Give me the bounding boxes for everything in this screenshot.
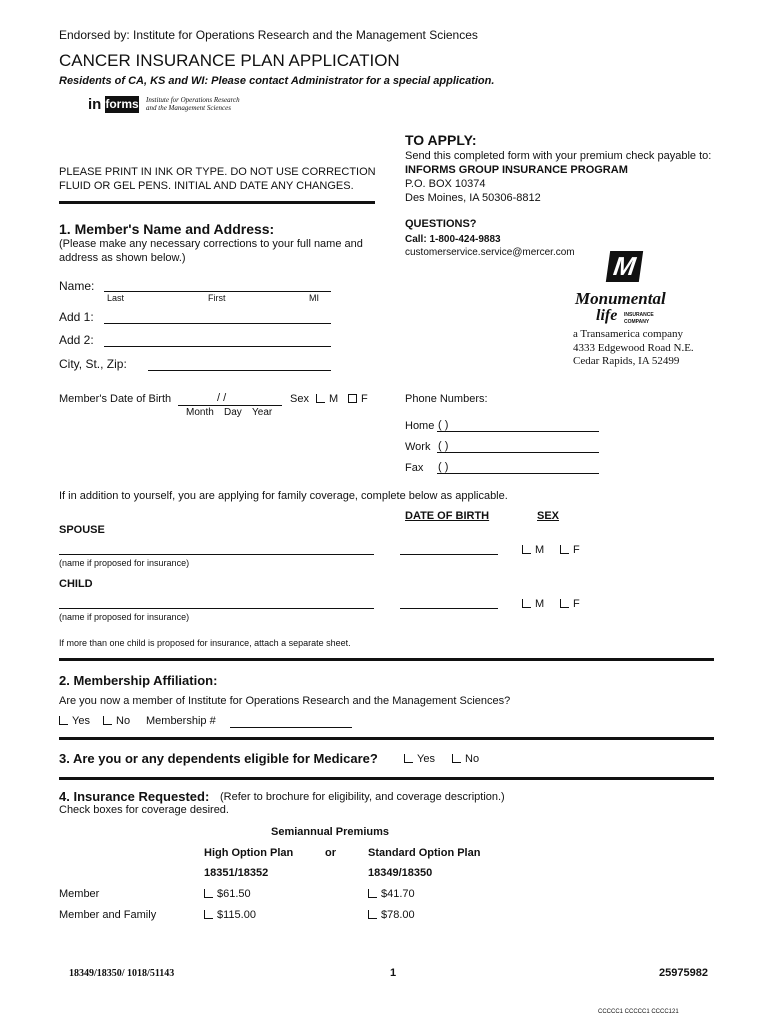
standard-option-header: Standard Option Plan [368,847,481,859]
child-sex-m[interactable]: M [522,598,544,610]
page-title: CANCER INSURANCE PLAN APPLICATION [59,51,400,70]
middle-initial-caption: MI [309,293,319,303]
checkbox-icon [204,910,213,919]
child-label: CHILD [59,578,93,590]
member-sex-f[interactable]: F [348,393,368,405]
semiannual-premiums-heading: Semiannual Premiums [271,826,389,838]
child-name-field[interactable] [59,608,374,609]
medicare-no[interactable]: No [452,753,479,765]
checkbox-icon [368,889,377,898]
checkbox-icon [204,889,213,898]
section-1-note-1: (Please make any necessary corrections to your full name and [59,238,363,250]
family-standard-option[interactable]: $78.00 [368,909,415,921]
form-number: 18349/18350/ 1018/51143 [69,968,175,979]
member-high-option[interactable]: $61.50 [204,888,251,900]
home-phone-paren: ( ) [438,419,449,431]
address-1-field[interactable] [104,323,331,324]
to-apply-line-3: P.O. BOX 10374 [405,178,486,190]
address-2-label: Add 2: [59,333,94,347]
checkbox-icon [59,716,68,725]
monumental-mark-icon: M [606,251,643,282]
home-phone-label: Home [405,420,435,432]
spouse-label: SPOUSE [59,524,105,536]
questions-phone: Call: 1-800-424-9883 [405,234,501,245]
spouse-sex-f[interactable]: F [560,544,580,556]
to-apply-line-4: Des Moines, IA 50306-8812 [405,192,541,204]
member-dob-label: Member's Date of Birth [59,393,172,405]
membership-number-label: Membership # [146,715,216,727]
day-caption: Day [224,407,242,418]
home-phone-field[interactable] [437,431,599,432]
premium-row-label: Member and Family [59,909,157,921]
membership-number-field[interactable] [230,727,352,728]
checkbox-icon [452,754,461,763]
first-name-caption: First [208,293,226,303]
residents-note: Residents of CA, KS and WI: Please contact Administrator for a special application. [59,75,495,87]
work-phone-field[interactable] [437,452,599,453]
instructions-line-2: FLUID OR GEL PENS. INITIAL AND DATE ANY CHANGES. [59,180,354,192]
child-proposed-note: (name if proposed for insurance) [59,612,190,622]
checkbox-icon [368,910,377,919]
address-2-field[interactable] [104,346,331,347]
standard-option-code: 18349/18350 [368,867,433,879]
medicare-yes[interactable]: Yes [404,753,435,765]
membership-yes[interactable]: Yes [59,715,90,727]
to-apply-heading: TO APPLY: [405,132,477,148]
city-state-zip-label: City, St., Zip: [59,357,127,371]
more-children-note: If more than one child is proposed for insurance, attach a separate sheet. [59,638,351,648]
document-id: 25975982 [659,967,708,979]
fax-field[interactable] [437,473,599,474]
membership-no[interactable]: No [103,715,130,727]
or-label: or [325,847,336,859]
spouse-proposed-note: (name if proposed for insurance) [59,558,190,568]
last-name-caption: Last [107,293,125,303]
section-3-divider [59,737,714,740]
sex-column-header: SEX [537,510,560,522]
section-4-divider [59,777,714,780]
work-phone-label: Work [405,441,431,453]
family-coverage-note: If in addition to yourself, you are applying for family coverage, complete below as applicable. [59,490,508,502]
work-phone-paren: ( ) [438,440,449,452]
questions-heading: QUESTIONS? [405,218,477,230]
name-label: Name: [59,279,95,293]
child-sex-f[interactable]: F [560,598,580,610]
family-high-option[interactable]: $115.00 [204,909,256,921]
high-option-code: 18351/18352 [204,867,269,879]
member-sex-m[interactable]: M [316,393,338,405]
questions-email: customerservice.service@mercer.com [405,247,575,258]
checkbox-icon [404,754,413,763]
checkbox-icon [103,716,112,725]
checkbox-icon [348,394,357,403]
address-1-label: Add 1: [59,310,94,324]
month-caption: Month [186,407,214,418]
endorsed-by: Endorsed by: Institute for Operations Research and the Management Sciences [59,28,478,42]
section-4-check-note: Check boxes for coverage desired. [59,804,229,816]
premium-row-label: Member [59,888,100,900]
section-3-heading: 3. Are you or any dependents eligible for Medicare? [59,751,378,766]
checkbox-icon [522,545,531,554]
dob-slashes: / / [217,392,227,404]
section-1-note-2: address as shown below.) [59,252,186,264]
section-4-refer-note: (Refer to brochure for eligibility, and coverage description.) [220,791,505,803]
high-option-header: High Option Plan [204,847,294,859]
member-dob-field[interactable] [178,405,282,406]
page-number: 1 [390,967,397,979]
checkbox-icon [522,599,531,608]
to-apply-line-2: INFORMS GROUP INSURANCE PROGRAM [405,164,628,176]
fax-paren: ( ) [438,461,449,473]
instructions-divider [59,201,375,204]
spouse-sex-m[interactable]: M [522,544,544,556]
phone-numbers-label: Phone Numbers: [405,393,488,405]
checkbox-icon [316,394,325,403]
to-apply-line-1: Send this completed form with your premium check payable to: [405,150,712,162]
spouse-dob-field[interactable] [400,554,498,555]
name-field[interactable] [104,291,331,292]
child-dob-field[interactable] [400,608,498,609]
section-2-divider [59,658,714,661]
member-standard-option[interactable]: $41.70 [368,888,415,900]
fax-label: Fax [405,462,424,474]
dob-column-header: DATE OF BIRTH [405,510,490,522]
year-caption: Year [252,407,273,418]
membership-question: Are you now a member of Institute for Operations Research and the Management Sciences? [59,695,511,707]
checkbox-icon [560,599,569,608]
tiny-footer-code: CCCCC1 CCCCC1 CCCC121 [598,1009,679,1015]
checkbox-icon [560,545,569,554]
city-state-zip-field[interactable] [148,370,331,371]
spouse-name-field[interactable] [59,554,374,555]
sex-label: Sex [290,393,309,405]
section-2-heading: 2. Membership Affiliation: [59,673,218,688]
instructions-line-1: PLEASE PRINT IN INK OR TYPE. DO NOT USE CORRECTION [59,166,376,178]
section-1-heading: 1. Member's Name and Address: [59,221,275,237]
section-4-heading: 4. Insurance Requested: [59,789,210,804]
